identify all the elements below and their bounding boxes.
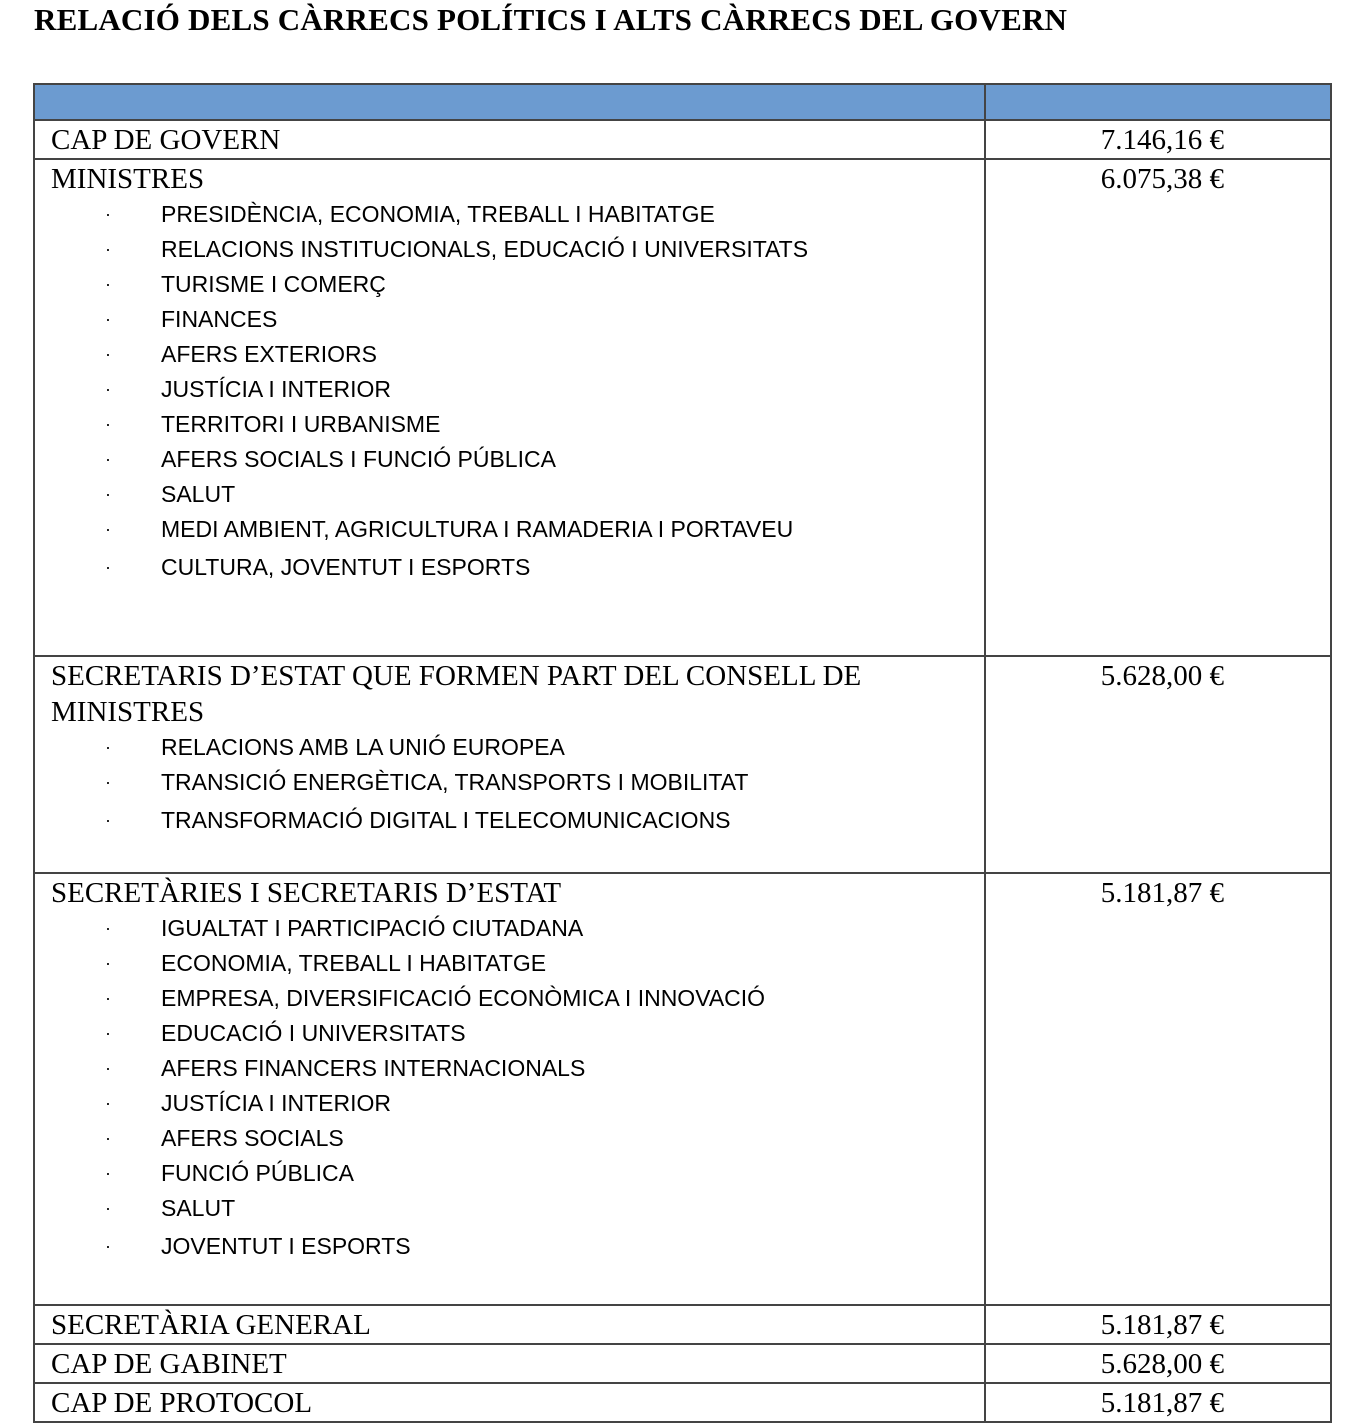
bullet-icon: ·	[105, 519, 111, 539]
list-item-label: EMPRESA, DIVERSIFICACIÓ ECONÒMICA I INNOVACIÓ	[161, 985, 766, 1011]
list-item-label: RELACIONS AMB LA UNIÓ EUROPEA	[161, 734, 565, 760]
list-item	[35, 1191, 984, 1226]
bullet-icon: ·	[105, 379, 111, 399]
list-item	[35, 911, 984, 946]
bullet-icon: ·	[105, 953, 111, 973]
table-header-row	[34, 84, 1331, 120]
list-item	[35, 407, 984, 442]
table-row	[34, 656, 1331, 873]
table-row	[34, 1344, 1331, 1383]
list-item-label: MEDI AMBIENT, AGRICULTURA I RAMADERIA I PORTAVEU	[161, 516, 794, 542]
header-cell-position	[34, 84, 985, 120]
list-item-label: IGUALTAT I PARTICIPACIÓ CIUTADANA	[161, 915, 584, 941]
bullet-icon: ·	[105, 484, 111, 504]
position-title: CAP DE GOVERN	[51, 124, 281, 156]
list-item	[35, 981, 984, 1016]
salary-amount: 5.628,00 €	[1100, 660, 1224, 692]
list-item-label: AFERS FINANCERS INTERNACIONALS	[161, 1055, 586, 1081]
list-item	[35, 1226, 984, 1264]
bullet-icon: ·	[105, 737, 111, 757]
list-item	[35, 765, 984, 800]
list-item	[35, 372, 984, 407]
list-item-label: JUSTÍCIA I INTERIOR	[161, 376, 392, 402]
position-cell	[34, 1344, 985, 1383]
position-title: MINISTRES	[51, 163, 205, 195]
amount-cell	[985, 656, 1331, 873]
list-item	[35, 946, 984, 981]
list-item-label: JOVENTUT I ESPORTS	[161, 1233, 411, 1259]
list-item-label: CULTURA, JOVENTUT I ESPORTS	[161, 554, 531, 580]
position-title: SECRETARIS D’ESTAT QUE FORMEN PART DEL CONSELL DE MINISTRES	[51, 660, 862, 728]
bullet-icon: ·	[105, 1093, 111, 1113]
list-item-label: FINANCES	[161, 306, 278, 332]
list-item	[35, 547, 984, 585]
bullet-icon: ·	[105, 274, 111, 294]
position-cell	[34, 159, 985, 656]
bullet-icon: ·	[105, 239, 111, 259]
list-item	[35, 302, 984, 337]
bullet-icon: ·	[105, 1128, 111, 1148]
position-cell	[34, 1305, 985, 1344]
list-item-label: ECONOMIA, TREBALL I HABITATGE	[161, 950, 547, 976]
portfolio-list	[35, 197, 984, 585]
bullet-icon: ·	[105, 557, 111, 577]
list-item-label: EDUCACIÓ I UNIVERSITATS	[161, 1020, 466, 1046]
position-title: CAP DE GABINET	[51, 1348, 287, 1380]
bullet-icon: ·	[105, 1236, 111, 1256]
document-title: RELACIÓ DELS CÀRRECS POLÍTICS I ALTS CÀRRECS DEL GOVERN	[34, 2, 1068, 37]
list-item-label: TERRITORI I URBANISME	[161, 411, 441, 437]
position-cell	[34, 873, 985, 1305]
list-item-label: AFERS EXTERIORS	[161, 341, 377, 367]
salary-amount: 6.075,38 €	[1100, 163, 1224, 195]
position-cell	[34, 656, 985, 873]
amount-cell	[985, 1344, 1331, 1383]
list-item	[35, 1121, 984, 1156]
list-item	[35, 800, 984, 838]
table-row	[34, 1383, 1331, 1422]
salary-amount: 5.628,00 €	[1100, 1348, 1224, 1380]
table-row	[34, 120, 1331, 159]
position-cell	[34, 120, 985, 159]
table-row	[34, 1305, 1331, 1344]
list-item	[35, 1051, 984, 1086]
amount-cell	[985, 120, 1331, 159]
list-item-label: AFERS SOCIALS I FUNCIÓ PÚBLICA	[161, 446, 556, 472]
bullet-icon: ·	[105, 1058, 111, 1078]
bullet-icon: ·	[105, 1198, 111, 1218]
table-row	[34, 873, 1331, 1305]
list-item	[35, 730, 984, 765]
list-item	[35, 267, 984, 302]
list-item-label: RELACIONS INSTITUCIONALS, EDUCACIÓ I UNIVERSITATS	[161, 236, 809, 262]
list-item	[35, 442, 984, 477]
salary-amount: 5.181,87 €	[1100, 1387, 1224, 1419]
list-item-label: TRANSFORMACIÓ DIGITAL I TELECOMUNICACIONS	[161, 807, 731, 833]
bullet-icon: ·	[105, 344, 111, 364]
list-item	[35, 512, 984, 547]
list-item	[35, 1086, 984, 1121]
amount-cell	[985, 1383, 1331, 1422]
bullet-icon: ·	[105, 988, 111, 1008]
list-item-label: PRESIDÈNCIA, ECONOMIA, TREBALL I HABITATGE	[161, 201, 715, 227]
list-item	[35, 337, 984, 372]
salary-amount: 5.181,87 €	[1100, 877, 1224, 909]
salary-table	[33, 83, 1332, 1423]
portfolio-list	[35, 730, 984, 838]
list-item	[35, 232, 984, 267]
list-item-label: JUSTÍCIA I INTERIOR	[161, 1090, 392, 1116]
position-title: SECRETÀRIES I SECRETARIS D’ESTAT	[51, 877, 562, 909]
position-cell	[34, 1383, 985, 1422]
amount-cell	[985, 159, 1331, 656]
bullet-icon: ·	[105, 204, 111, 224]
amount-cell	[985, 1305, 1331, 1344]
list-item-label: AFERS SOCIALS	[161, 1125, 344, 1151]
position-title: CAP DE PROTOCOL	[51, 1387, 313, 1419]
bullet-icon: ·	[105, 1163, 111, 1183]
list-item-label: TRANSICIÓ ENERGÈTICA, TRANSPORTS I MOBILITAT	[161, 769, 749, 795]
position-title: SECRETÀRIA GENERAL	[51, 1309, 371, 1341]
portfolio-list	[35, 911, 984, 1264]
amount-cell	[985, 873, 1331, 1305]
list-item-label: SALUT	[161, 481, 236, 507]
list-item-label: SALUT	[161, 1195, 236, 1221]
salary-amount: 5.181,87 €	[1100, 1309, 1224, 1341]
header-cell-amount	[985, 84, 1331, 120]
bullet-icon: ·	[105, 309, 111, 329]
bullet-icon: ·	[105, 449, 111, 469]
bullet-icon: ·	[105, 1023, 111, 1043]
bullet-icon: ·	[105, 772, 111, 792]
salary-amount: 7.146,16 €	[1100, 124, 1224, 156]
table-row	[34, 159, 1331, 656]
list-item	[35, 1016, 984, 1051]
bullet-icon: ·	[105, 810, 111, 830]
list-item	[35, 1156, 984, 1191]
list-item	[35, 477, 984, 512]
list-item	[35, 197, 984, 232]
bullet-icon: ·	[105, 918, 111, 938]
list-item-label: TURISME I COMERÇ	[161, 271, 386, 297]
bullet-icon: ·	[105, 414, 111, 434]
list-item-label: FUNCIÓ PÚBLICA	[161, 1160, 354, 1186]
